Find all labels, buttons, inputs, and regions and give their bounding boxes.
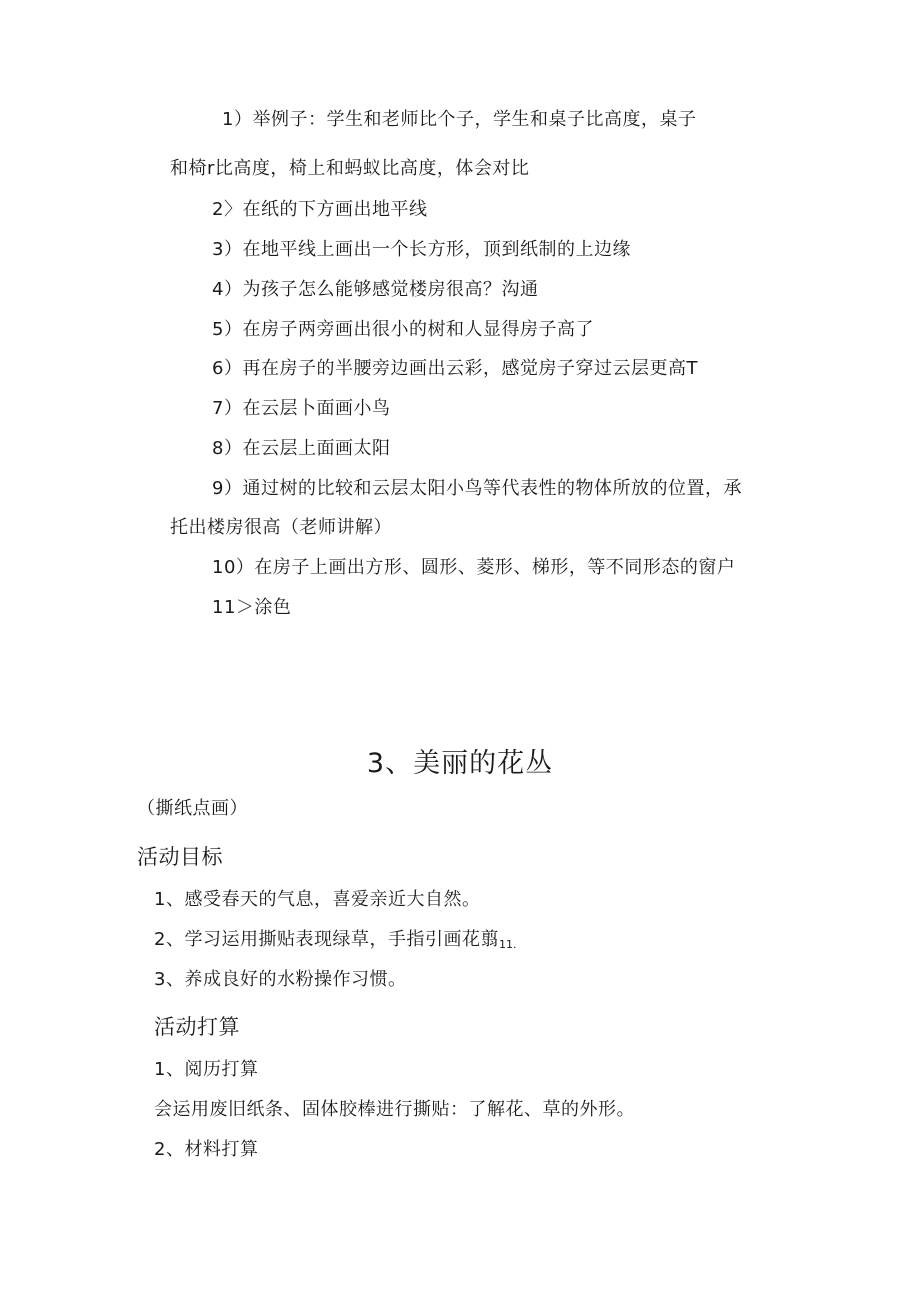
step-4: 4）为孩子怎么能够感觉楼房很高？沟通	[212, 279, 539, 300]
prep-1-detail: 会运用废旧纸条、固体胶棒进行撕贴：了解花、草的外形。	[154, 1099, 635, 1120]
step-1-line-1: 1）举例子：学生和老师比个子，学生和桌子比高度，桌子	[222, 109, 697, 130]
prep-heading: 活动打算	[154, 1015, 240, 1039]
section-title: 3、美丽的花丛	[366, 748, 554, 779]
step-9-line-2: 托出楼房很高（老师讲解）	[170, 517, 392, 538]
goal-2-text: 2、学习运用撕贴表现绿草，手指引画花翦	[154, 929, 499, 950]
step-9-line-1: 9）通过树的比较和云层太阳小鸟等代表性的物体所放的位置，承	[212, 478, 742, 499]
goal-2-suffix: 11.	[498, 938, 517, 951]
step-6: 6）再在房子的半腰旁边画出云彩，感觉房子穿过云层更高T	[212, 358, 698, 379]
step-8: 8）在云层上面画太阳	[212, 438, 391, 459]
step-10: 10）在房子上画出方形、圆形、菱形、梯形，等不同形态的窗户	[212, 557, 736, 578]
step-2: 2〉在纸的下方画出地平线	[212, 199, 428, 220]
goal-2	[154, 928, 516, 957]
goal-1: 1、感受春天的气息，喜爱亲近大自然。	[154, 889, 481, 910]
section-subtitle: （撕纸点画）	[137, 798, 248, 819]
step-7: 7）在云层卜面画小鸟	[212, 398, 391, 419]
prep-1: 1、阅历打算	[154, 1059, 259, 1080]
goal-3: 3、养成良好的水粉操作习惯。	[154, 969, 407, 990]
prep-2: 2、材料打算	[154, 1139, 259, 1160]
step-5: 5）在房子两旁画出很小的树和人显得房子高了	[212, 319, 594, 340]
step-3: 3）在地平线上画出一个长方形，顶到纸制的上边缘	[212, 239, 631, 260]
step-11: 11＞涂色	[212, 597, 292, 618]
goals-heading: 活动目标	[137, 845, 223, 869]
step-1-line-2: 和椅r比高度，椅上和蚂蚁比高度，体会对比	[170, 158, 530, 179]
